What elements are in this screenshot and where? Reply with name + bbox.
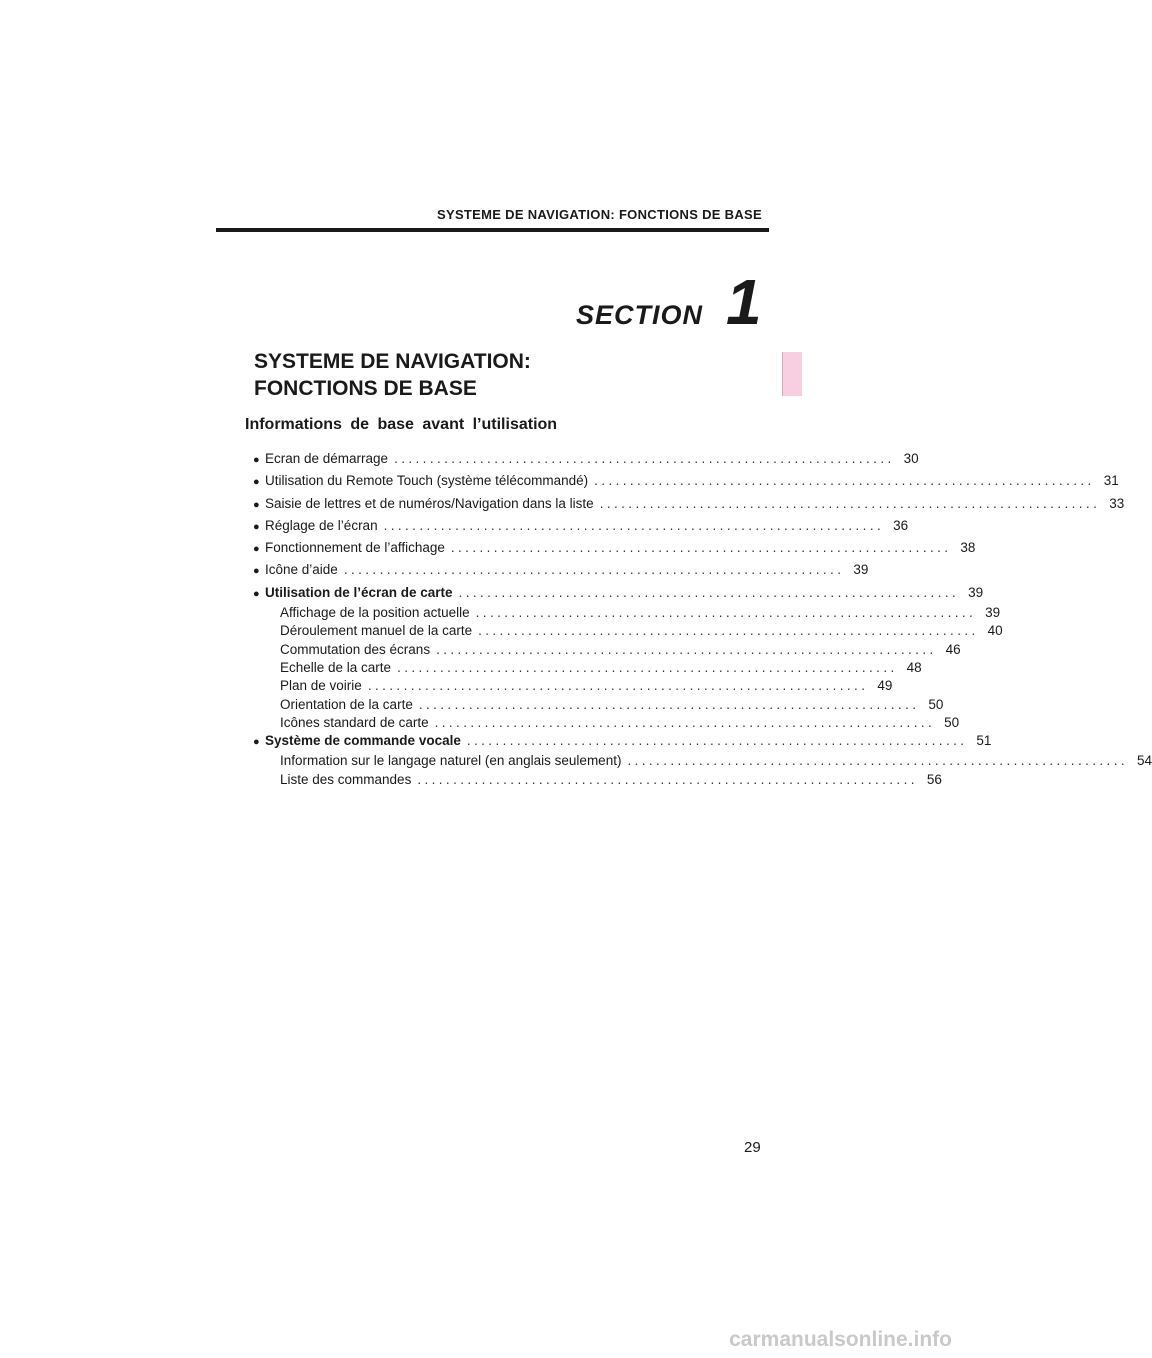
- dot-leader: ......................................................................: [434, 714, 936, 730]
- dot-leader: ......................................................................: [418, 696, 920, 712]
- toc-entry: Liste des commandes: [280, 771, 412, 787]
- section-number: 1: [726, 266, 762, 338]
- bullet-icon: ●: [253, 736, 260, 749]
- toc-page: 38: [960, 540, 976, 556]
- dot-leader: ......................................................................: [594, 473, 1095, 489]
- toc-page: 50: [944, 714, 960, 730]
- toc-entry: Fonctionnement de l’affichage: [265, 540, 445, 556]
- chapter-title-line-1: SYSTEME DE NAVIGATION:: [254, 350, 531, 373]
- toc-entry: Utilisation du Remote Touch (système télécommandé): [265, 473, 589, 489]
- toc-subrow[interactable]: [253, 714, 960, 733]
- toc-subrow[interactable]: [253, 641, 961, 660]
- header-rule: [216, 228, 769, 232]
- toc-subrow[interactable]: [253, 678, 893, 696]
- section-label: SECTION: [576, 300, 704, 330]
- toc-entry: Utilisation de l’écran de carte: [265, 584, 453, 600]
- side-tab: [782, 352, 802, 396]
- dot-leader: ......................................................................: [397, 659, 898, 675]
- dot-leader: ......................................................................: [436, 641, 937, 657]
- bullet-icon: ●: [253, 520, 260, 533]
- toc-page: 49: [877, 678, 893, 694]
- toc-subrow[interactable]: [253, 659, 922, 678]
- dot-leader: ......................................................................: [367, 678, 869, 694]
- toc-row[interactable]: [253, 451, 919, 473]
- toc-entry: Echelle de la carte: [280, 659, 392, 675]
- toc-subrow[interactable]: [253, 605, 1001, 623]
- toc-entry: Réglage de l’écran: [265, 517, 378, 533]
- dot-leader: ......................................................................: [450, 540, 952, 556]
- dot-leader: ......................................................................: [343, 562, 845, 578]
- toc-entry: Icônes standard de carte: [280, 714, 429, 730]
- toc-row[interactable]: [253, 517, 909, 540]
- toc-entry: Ecran de démarrage: [265, 451, 389, 466]
- toc-page: 56: [926, 771, 942, 787]
- dot-leader: ......................................................................: [627, 753, 1129, 769]
- toc-entry: Icône d’aide: [265, 562, 338, 578]
- toc-page: 39: [968, 584, 984, 600]
- toc-entry: Saisie de lettres et de numéros/Navigation dans la liste: [265, 495, 594, 511]
- toc-page: 48: [906, 659, 922, 675]
- dot-leader: ......................................................................: [417, 771, 918, 787]
- toc-subrow[interactable]: [253, 696, 944, 715]
- toc-page: 51: [976, 733, 992, 749]
- toc-entry: Système de commande vocale: [265, 733, 461, 749]
- toc-entry: Déroulement manuel de la carte: [280, 623, 473, 639]
- dot-leader: ......................................................................: [394, 451, 895, 466]
- toc-entry: Affichage de la position actuelle: [280, 605, 470, 621]
- toc-subrow[interactable]: [253, 771, 942, 790]
- toc-page: 40: [987, 623, 1003, 639]
- toc-subrow[interactable]: [253, 623, 1003, 641]
- subsection-title: Informations de base avant l’utilisation: [245, 416, 558, 433]
- chapter-title: [254, 348, 531, 402]
- bullet-icon: ●: [253, 454, 260, 466]
- toc-row[interactable]: [253, 473, 1119, 495]
- bullet-icon: ●: [253, 498, 260, 511]
- running-header: SYSTEME DE NAVIGATION: FONCTIONS DE BASE: [437, 207, 762, 222]
- bullet-icon: ●: [253, 587, 260, 600]
- dot-leader: ......................................................................: [458, 584, 960, 600]
- toc-entry: Information sur le langage naturel (en anglais seulement): [280, 753, 622, 769]
- toc-entry: Plan de voirie: [280, 678, 362, 694]
- toc-page: 50: [928, 696, 944, 712]
- toc-entry: Orientation de la carte: [280, 696, 413, 712]
- toc-page: 36: [893, 517, 909, 533]
- dot-leader: ......................................................................: [475, 605, 977, 621]
- toc-row[interactable]: [253, 495, 1125, 518]
- toc-page: 39: [985, 605, 1001, 621]
- watermark: carmanualsonline.info: [729, 1328, 952, 1351]
- toc-subrow[interactable]: [253, 753, 1152, 771]
- dot-leader: ......................................................................: [478, 623, 979, 639]
- bullet-icon: ●: [253, 476, 260, 489]
- toc-row[interactable]: [253, 540, 976, 562]
- chapter-title-line-2: FONCTIONS DE BASE: [254, 377, 477, 400]
- toc-page: 33: [1109, 495, 1125, 511]
- table-of-contents: [253, 451, 1152, 790]
- dot-leader: ......................................................................: [383, 517, 885, 533]
- dot-leader: ......................................................................: [466, 733, 968, 749]
- toc-row[interactable]: [253, 584, 984, 607]
- bullet-icon: ●: [253, 565, 260, 578]
- toc-page: 31: [1103, 473, 1119, 489]
- toc-page: 39: [853, 562, 869, 578]
- toc-page: 30: [903, 451, 919, 466]
- toc-entry: Commutation des écrans: [280, 641, 431, 657]
- page-number: 29: [744, 1139, 761, 1156]
- toc-row[interactable]: [253, 562, 869, 584]
- dot-leader: ......................................................................: [599, 495, 1101, 511]
- toc-page: 54: [1136, 753, 1152, 769]
- side-tab-edge: [782, 352, 783, 396]
- bullet-icon: ●: [253, 543, 260, 556]
- toc-row[interactable]: [253, 733, 992, 755]
- toc-page: 46: [945, 641, 961, 657]
